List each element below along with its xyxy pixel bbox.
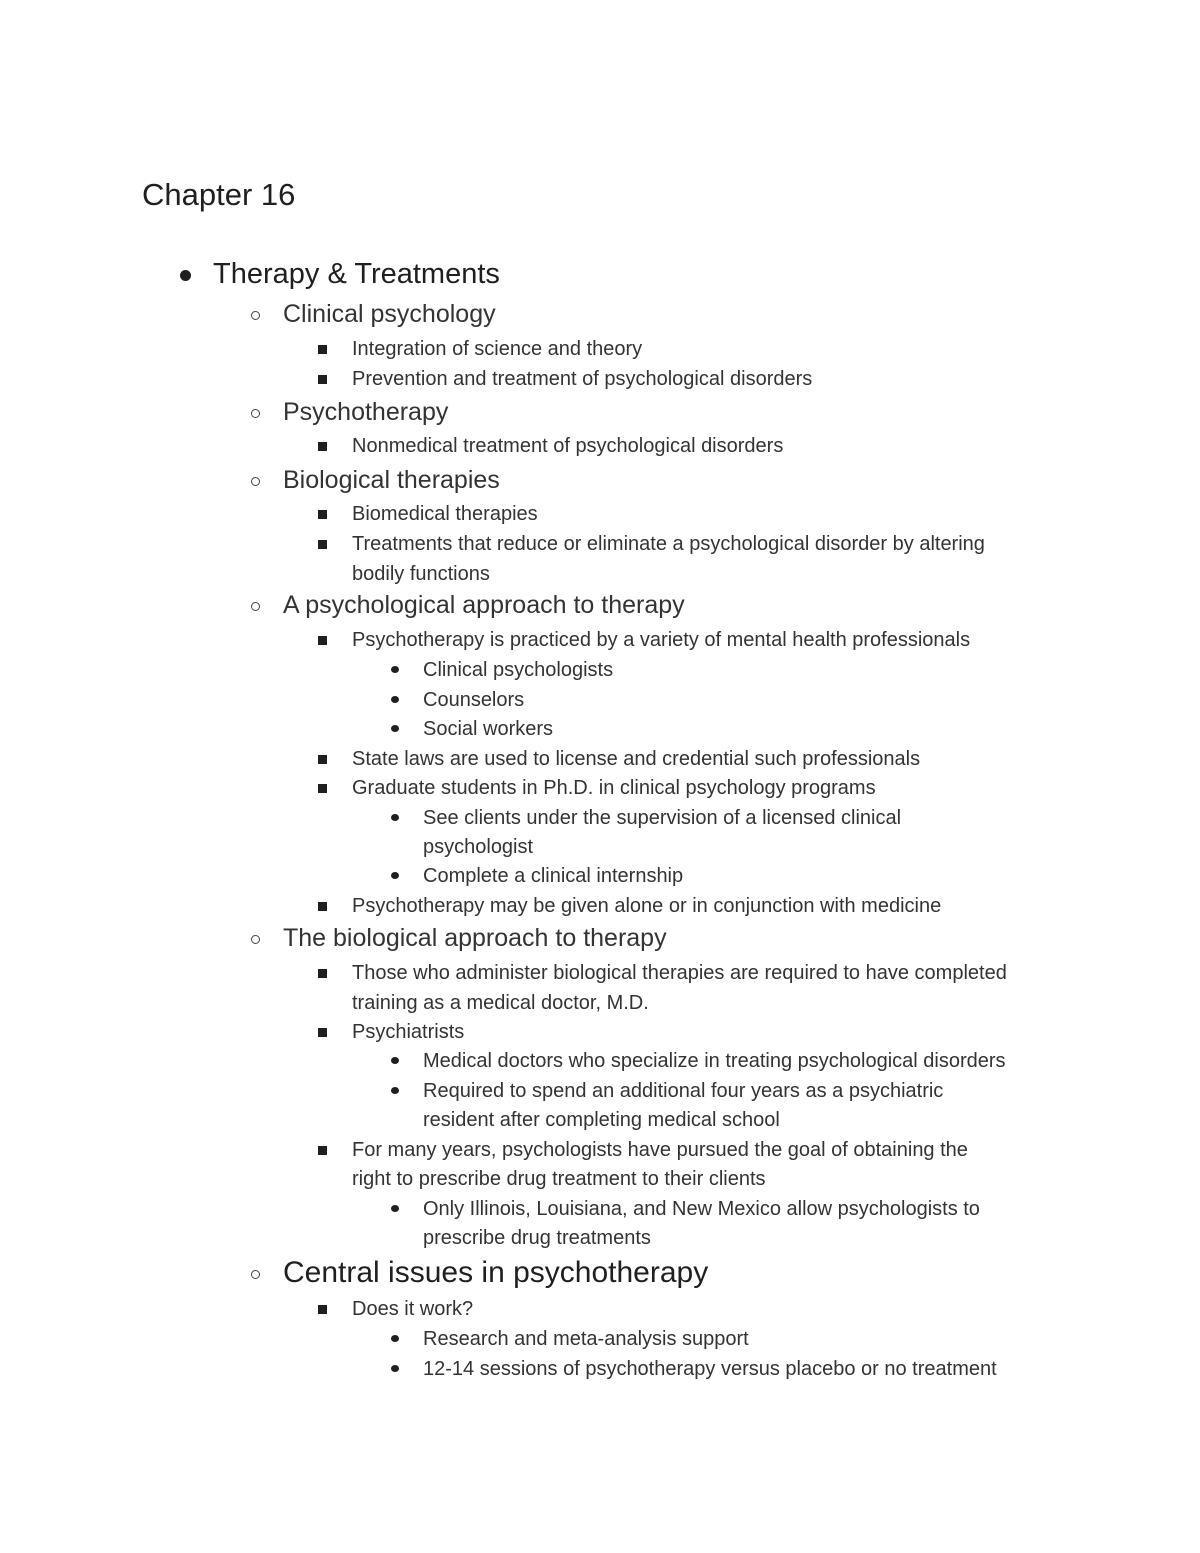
sub-list-item: Medical doctors who specialize in treating psychological disorders	[423, 1050, 1006, 1072]
sub-list-item: Required to spend an additional four years as a psychiatric	[423, 1080, 944, 1102]
sub-list-item-continuation: resident after completing medical school	[423, 1109, 780, 1131]
bullet-icon	[391, 725, 399, 732]
list-item-continuation: right to prescribe drug treatment to their clients	[352, 1168, 766, 1190]
bullet-icon	[391, 1057, 399, 1064]
list-item: Prevention and treatment of psychological disorders	[352, 368, 813, 390]
bullet-icon	[391, 1365, 399, 1372]
hollow-bullet-icon	[251, 311, 260, 320]
square-bullet-icon	[318, 1028, 327, 1037]
topic-heading: Psychotherapy	[283, 398, 449, 426]
bullet-icon	[391, 1087, 399, 1094]
topic-heading: Clinical psychology	[283, 300, 496, 328]
sub-list-item: Counselors	[423, 689, 525, 711]
sub-list-item: See clients under the supervision of a licensed clinical	[423, 807, 902, 829]
bullet-icon	[391, 1205, 399, 1212]
bullet-icon	[391, 872, 399, 879]
topic-heading: A psychological approach to therapy	[283, 591, 685, 619]
sub-list-item: Only Illinois, Louisiana, and New Mexico allow psychologists to	[423, 1198, 980, 1220]
list-item-continuation: training as a medical doctor, M.D.	[352, 992, 649, 1014]
square-bullet-icon	[318, 969, 327, 978]
hollow-bullet-icon	[251, 409, 260, 418]
square-bullet-icon	[318, 510, 327, 519]
list-item: For many years, psychologists have pursued the goal of obtaining the	[352, 1139, 968, 1161]
list-item: Psychotherapy may be given alone or in conjunction with medicine	[352, 895, 942, 917]
square-bullet-icon	[318, 1305, 327, 1314]
square-bullet-icon	[318, 1146, 327, 1155]
list-item: Does it work?	[352, 1298, 474, 1320]
square-bullet-icon	[318, 755, 327, 764]
hollow-bullet-icon	[251, 1270, 260, 1279]
sub-list-item: 12-14 sessions of psychotherapy versus placebo or no treatment	[423, 1358, 997, 1380]
section-heading: Therapy & Treatments	[213, 258, 500, 290]
square-bullet-icon	[318, 375, 327, 384]
sub-list-item-continuation: prescribe drug treatments	[423, 1227, 651, 1249]
sub-list-item: Research and meta-analysis support	[423, 1328, 749, 1350]
hollow-bullet-icon	[251, 477, 260, 486]
bullet-icon	[391, 696, 399, 703]
square-bullet-icon	[318, 345, 327, 354]
square-bullet-icon	[318, 442, 327, 451]
bullet-icon	[391, 666, 399, 673]
topic-heading: The biological approach to therapy	[283, 924, 667, 952]
topic-heading: Biological therapies	[283, 466, 500, 494]
bullet-icon	[180, 270, 191, 281]
list-item: Integration of science and theory	[352, 338, 643, 360]
sub-list-item: Complete a clinical internship	[423, 865, 684, 887]
square-bullet-icon	[318, 902, 327, 911]
sub-list-item-continuation: psychologist	[423, 836, 534, 858]
hollow-bullet-icon	[251, 935, 260, 944]
list-item-continuation: bodily functions	[352, 563, 490, 585]
list-item: Biomedical therapies	[352, 503, 538, 525]
square-bullet-icon	[318, 636, 327, 645]
list-item: Nonmedical treatment of psychological disorders	[352, 435, 784, 457]
list-item: Treatments that reduce or eliminate a psychological disorder by altering	[352, 533, 985, 555]
sub-list-item: Social workers	[423, 718, 554, 740]
sub-list-item: Clinical psychologists	[423, 659, 614, 681]
list-item: Those who administer biological therapies are required to have completed	[352, 962, 1007, 984]
square-bullet-icon	[318, 784, 327, 793]
list-item: State laws are used to license and credential such professionals	[352, 748, 921, 770]
square-bullet-icon	[318, 540, 327, 549]
topic-heading: Central issues in psychotherapy	[283, 1256, 709, 1289]
bullet-icon	[391, 814, 399, 821]
list-item: Graduate students in Ph.D. in clinical psychology programs	[352, 777, 876, 799]
page-title: Chapter 16	[142, 177, 296, 212]
hollow-bullet-icon	[251, 602, 260, 611]
list-item: Psychotherapy is practiced by a variety of mental health professionals	[352, 629, 971, 651]
bullet-icon	[391, 1335, 399, 1342]
list-item: Psychiatrists	[352, 1021, 465, 1043]
